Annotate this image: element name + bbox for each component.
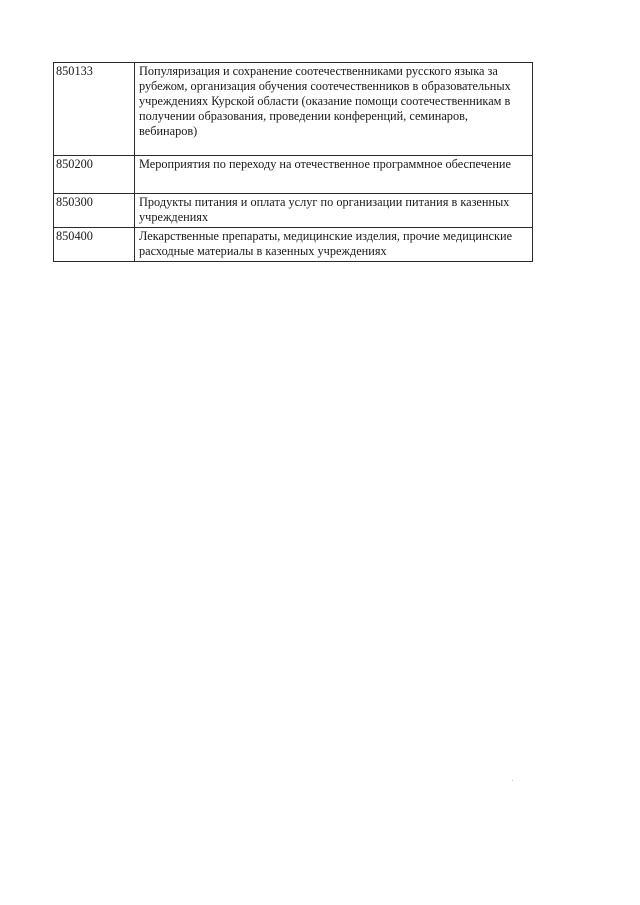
code-cell: 850300 xyxy=(54,194,135,228)
description-cell: Продукты питания и оплата услуг по организации питания в казенных учреждениях xyxy=(135,194,533,228)
code-cell: 850133 xyxy=(54,63,135,156)
table-row xyxy=(54,156,533,194)
scan-speck xyxy=(512,780,513,781)
description-cell: Лекарственные препараты, медицинские изделия, прочие медицинские расходные материалы в казенных учреждениях xyxy=(135,228,533,262)
expense-codes-table xyxy=(53,62,533,262)
table-row xyxy=(54,194,533,228)
code-cell: 850400 xyxy=(54,228,135,262)
table-row xyxy=(54,63,533,156)
description-cell: Мероприятия по переходу на отечественное программное обеспечение xyxy=(135,156,533,194)
table-row xyxy=(54,228,533,262)
description-cell: Популяризация и сохранение соотечественниками русского языка за рубежом, организация обучения соотечественников в образовательных учреждениях Курской области (оказание помощи соотечественникам в получении образования, проведении конференций, семинаров, вебинаров) xyxy=(135,63,533,156)
code-cell: 850200 xyxy=(54,156,135,194)
